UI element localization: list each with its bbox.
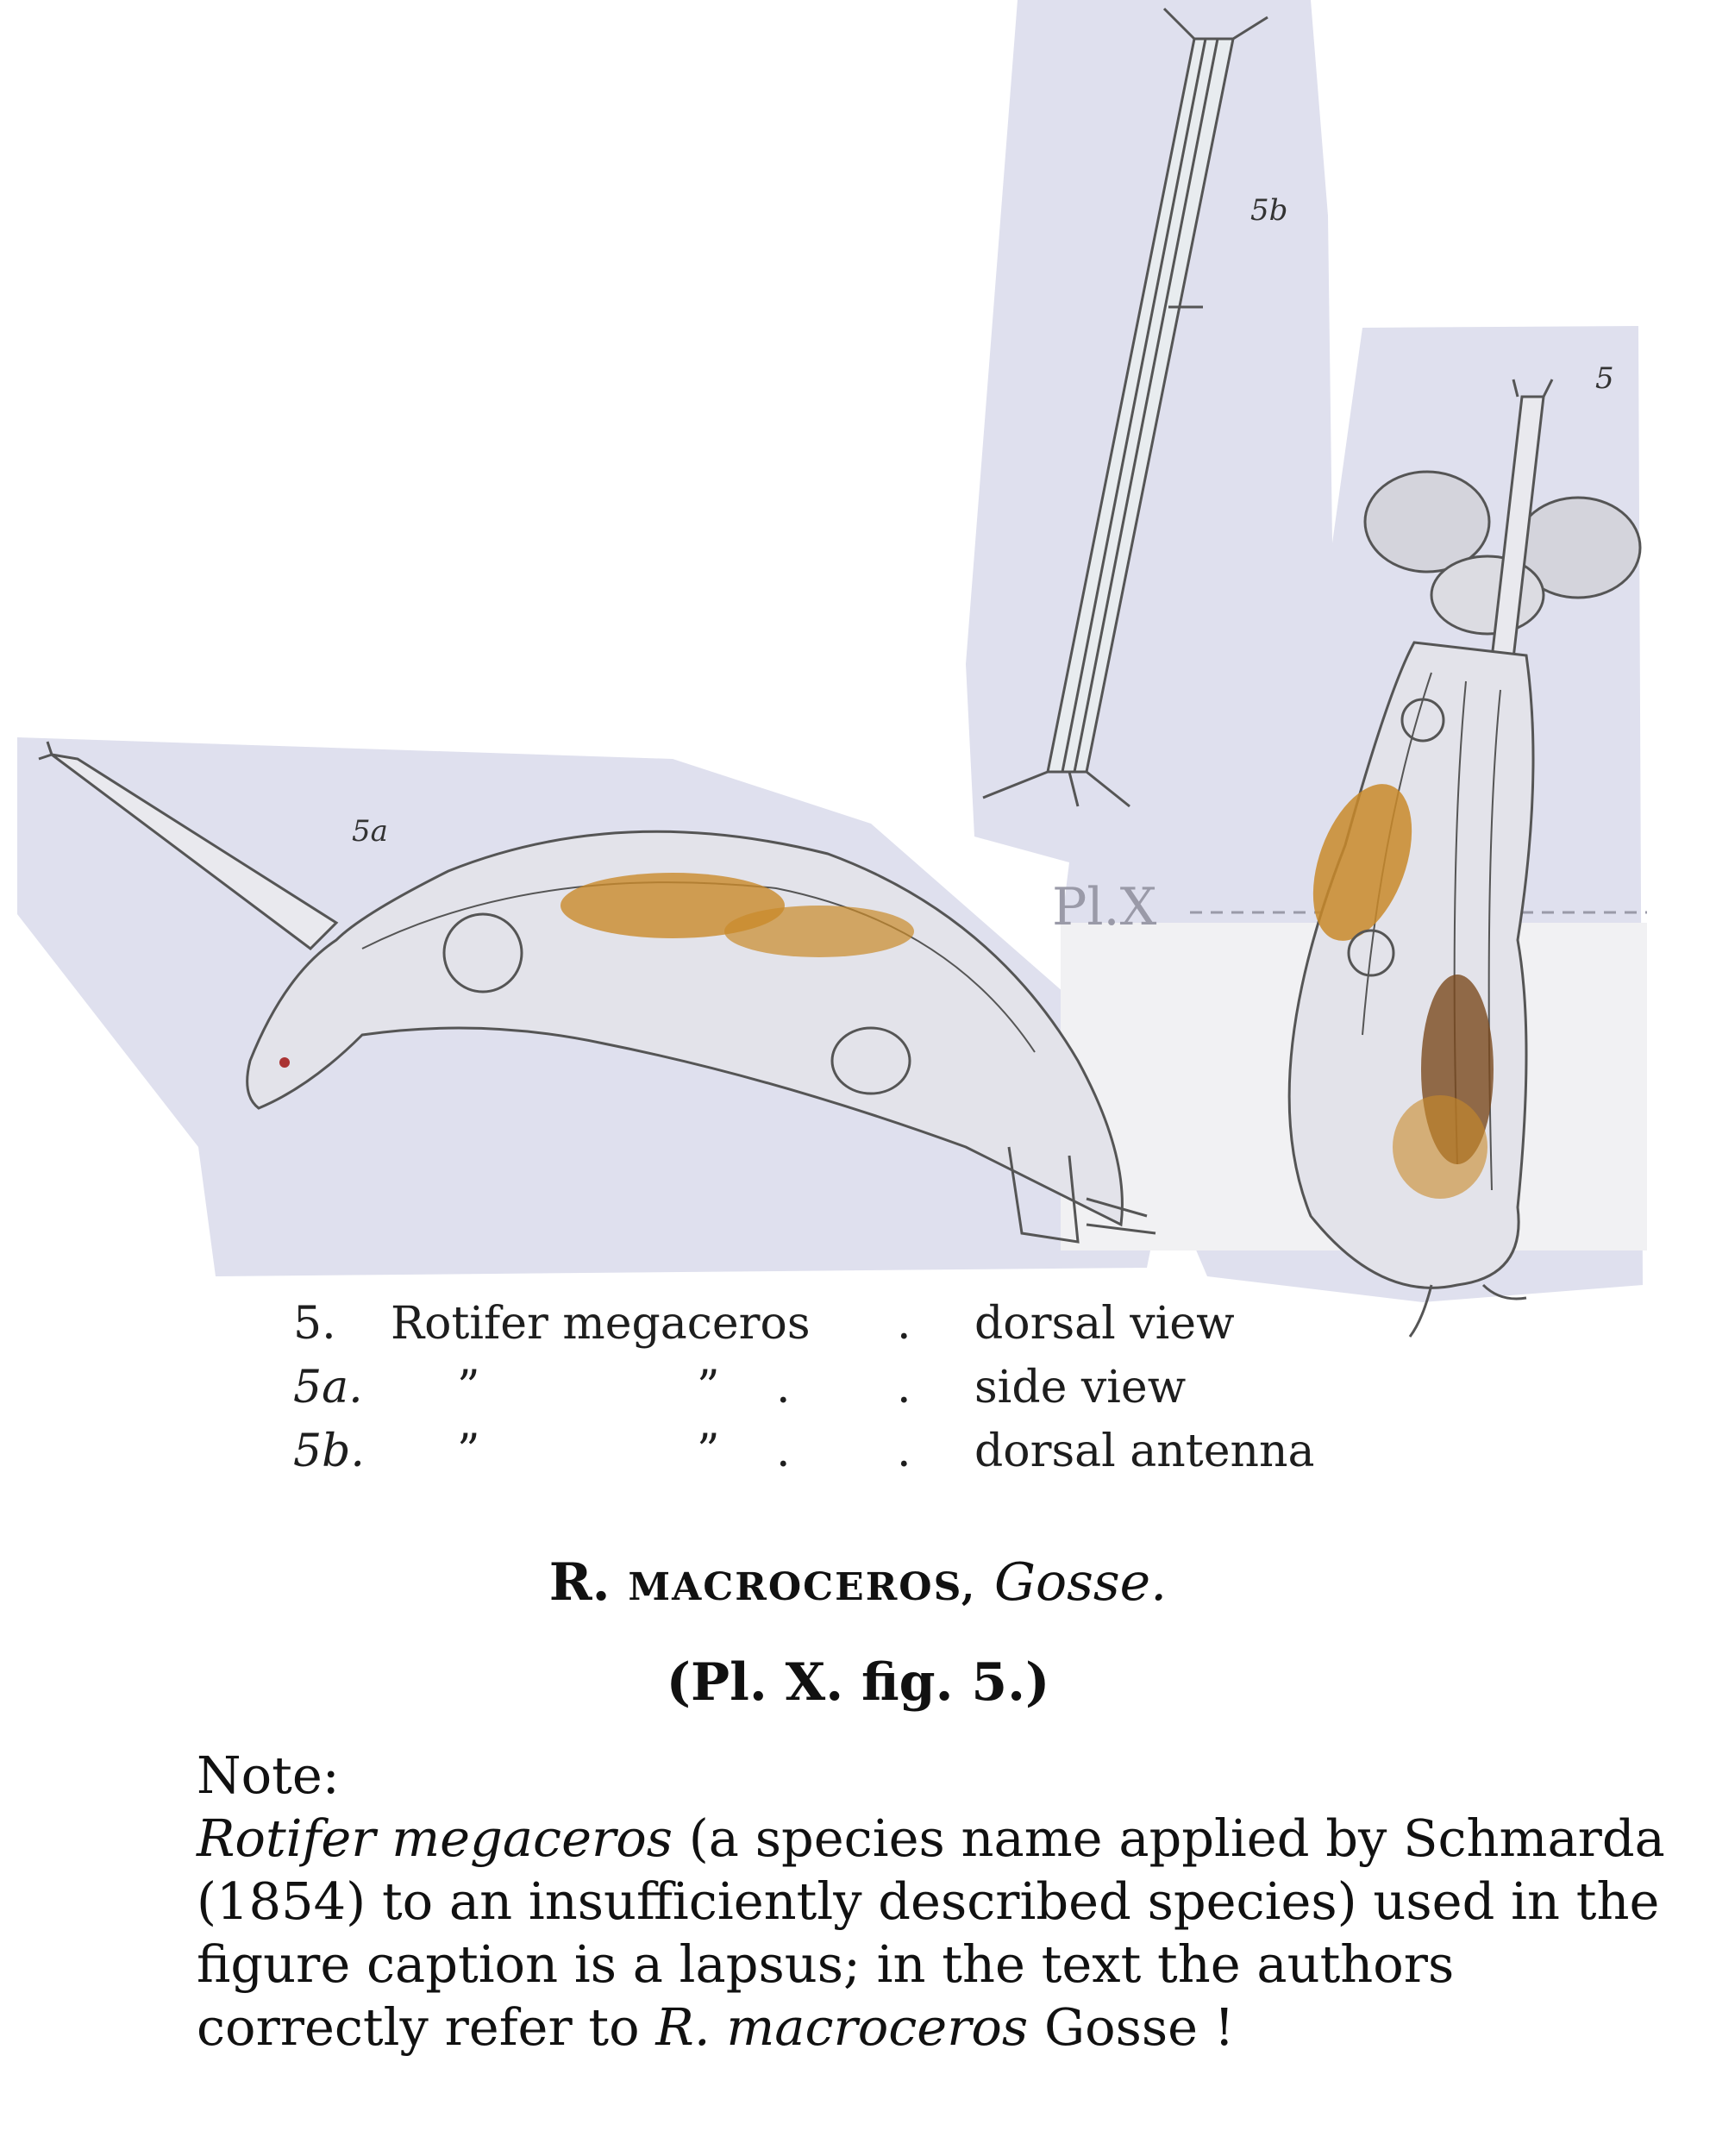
caption-leader-dot: . <box>897 1426 911 1477</box>
caption-leader-dot: . <box>776 1362 791 1413</box>
note-species-correct: R. macroceros <box>655 1997 1029 2057</box>
note-text-2: Gosse ! <box>1028 1997 1235 2057</box>
caption-species: Rotifer megaceros <box>391 1298 811 1350</box>
heading-author: Gosse. <box>994 1552 1168 1613</box>
caption-view: dorsal view <box>974 1298 1235 1350</box>
caption-view: dorsal antenna <box>974 1426 1315 1477</box>
heading-genus: R. <box>548 1552 611 1613</box>
caption-view: side view <box>974 1362 1187 1413</box>
caption-ditto: ” <box>697 1426 720 1477</box>
caption-number: 5. <box>293 1298 336 1350</box>
caption-number: 5b. <box>293 1426 365 1477</box>
figure-5b-label: 5b <box>1250 193 1288 228</box>
plate-reference: (Pl. X. fig. 5.) <box>666 1652 1050 1713</box>
caption-row-5a <box>293 1362 1440 1426</box>
caption-row-5b <box>293 1426 1440 1489</box>
caption-leader-dot: . <box>776 1426 791 1477</box>
note-label: Note: <box>197 1745 340 1805</box>
note-text-1: (a species name applied by Schmarda (1854) to an insufficiently described species) used in the figure caption is a lapsus; in the text the authors correctly refer to <box>197 1808 1665 2057</box>
caption-number: 5a. <box>293 1362 363 1413</box>
caption-ditto: ” <box>697 1362 720 1413</box>
heading-species: MACROCEROS, <box>628 1565 977 1609</box>
figure-5-label: 5 <box>1595 361 1614 396</box>
editor-note <box>197 1744 1680 2059</box>
caption-leader-dot: . <box>897 1362 911 1413</box>
note-species: Rotifer megaceros <box>197 1808 673 1868</box>
caption-row-5 <box>293 1298 1440 1362</box>
note-body <box>197 1807 1680 2059</box>
species-heading <box>0 1552 1716 1613</box>
plate-mark: Pl.X <box>1052 877 1157 937</box>
caption-leader-dot: . <box>897 1298 911 1350</box>
caption-ditto: ” <box>457 1426 480 1477</box>
figure-caption <box>293 1298 1440 1489</box>
caption-ditto: ” <box>457 1362 480 1413</box>
figure-5a-label: 5a <box>352 814 388 849</box>
